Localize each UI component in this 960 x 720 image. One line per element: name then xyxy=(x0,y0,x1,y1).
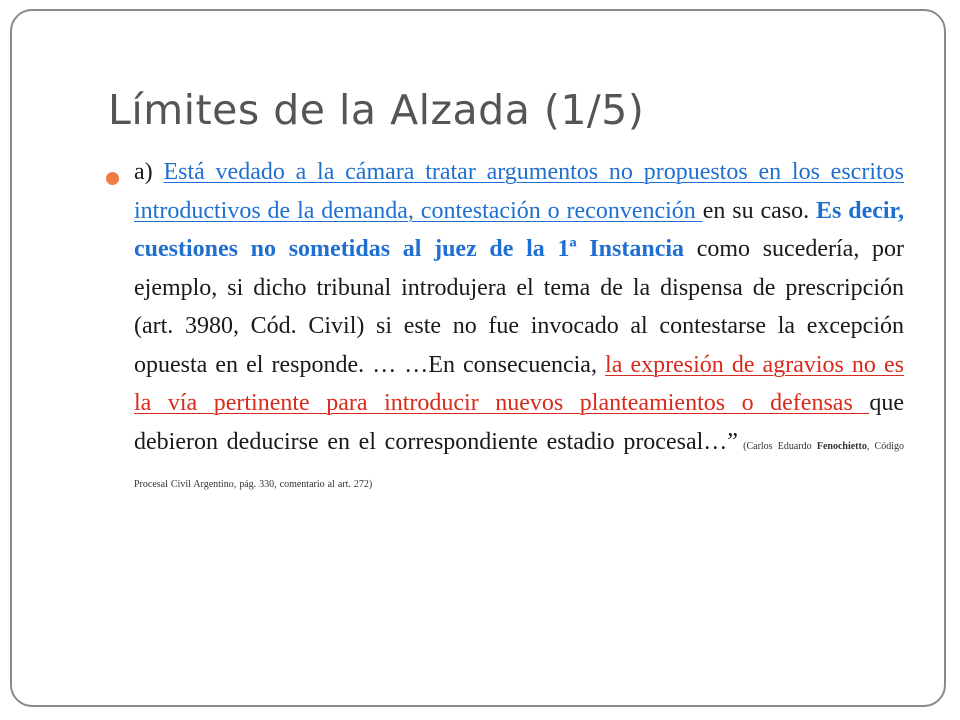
plain-text-segment: como sucedería, por ejemplo, si dicho tribunal introdujera el tema de la dispensa de prescripción (art. 3980, Cód. Civil) si este no fue invocado al contestarse la excepción opuesta en el responde. … …En consecuencia, xyxy=(134,236,904,378)
slide-title: Límites de la Alzada (1/5) xyxy=(108,86,645,134)
citation-source: , Código Procesal Civil Argentino, pág. 330, comentario al art. 272) xyxy=(134,440,904,490)
item-marker: a) xyxy=(134,159,164,185)
underlined-blue-statement: Está vedado a la cámara tratar argumentos no propuestos en los escritos introductivos de la demanda, contestación o reconvención xyxy=(134,159,904,224)
citation-author: Fenochietto xyxy=(816,440,867,452)
underlined-red-statement: la expresión de agravios no es la vía pertinente para introducir nuevos planteamientos o defensas xyxy=(134,351,904,416)
bullet-dot-icon xyxy=(106,172,119,185)
plain-text-segment: que debieron deducirse en el correspondiente estadio procesal…” xyxy=(134,390,904,455)
citation-open: (Carlos Eduardo xyxy=(737,440,817,452)
bold-blue-statement: Es decir, cuestiones no sometidas al juez de la 1ª Instancia xyxy=(134,197,904,262)
plain-text-segment: en su caso. xyxy=(702,197,816,224)
slide-body-paragraph xyxy=(134,153,904,500)
